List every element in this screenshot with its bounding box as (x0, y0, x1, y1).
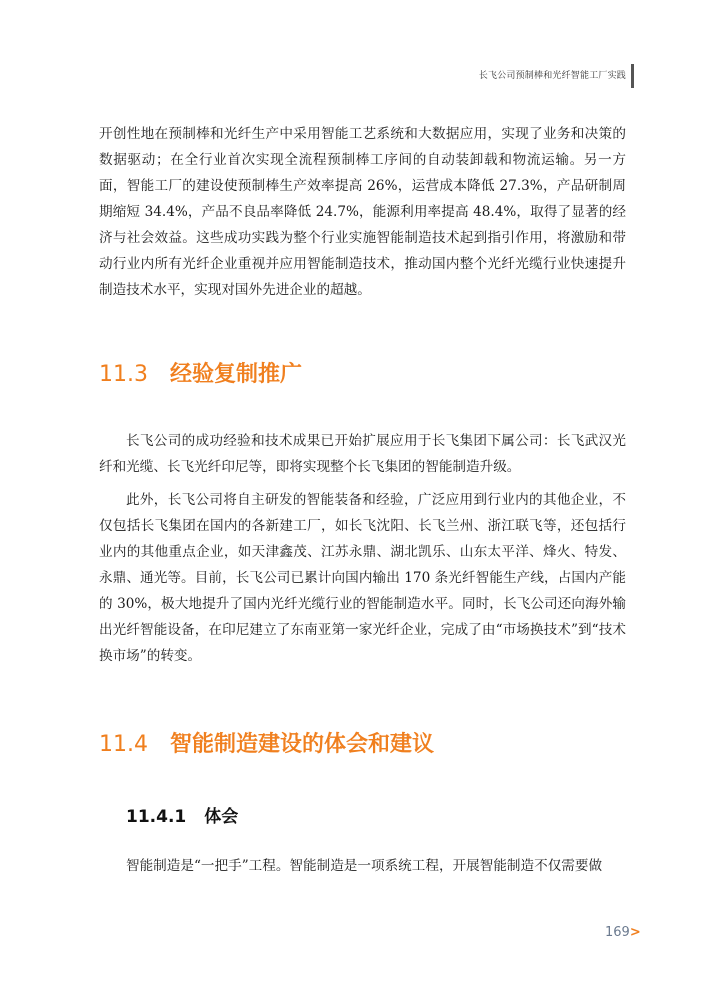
paragraph-industry-promotion: 此外，长飞公司将自主研发的智能装备和经验，广泛应用到行业内的其他企业，不仅包括长飞集团在国内的各新建工厂，如长飞沈阳、长飞兰州、浙江联飞等，还包括行业内的其他重点企业，如天津鑫茂、江苏永鼎、湖北凯乐、山东太平洋、烽火、特发、永鼎、通光等。目前，长飞公司已累计向国内输出 170 条光纤智能生产线，占国内产能的 30%，极大地提升了国内光纤光缆行业的智能制造水平。同时，长飞公司还向海外输出光纤智能设备，在印尼建立了东南亚第一家光纤企业，完成了由“市场换技术”到“技术换市场”的转变。 (99, 492, 626, 664)
section-title: 经验复制推广 (169, 362, 302, 387)
next-arrow-icon: > (629, 925, 641, 940)
page-number-value: 169 (605, 925, 630, 940)
section-number: 11.3 (99, 362, 148, 387)
section-heading-11-3 (99, 357, 302, 388)
section-number: 11.4 (99, 732, 148, 757)
subsection-heading-11-4-1 (126, 802, 238, 827)
header-divider-bar (631, 64, 634, 88)
subsection-title: 体会 (204, 807, 239, 827)
subsection-number: 11.4.1 (126, 807, 187, 827)
paragraph-leadership: 智能制造是“一把手”工程。智能制造是一项系统工程，开展智能制造不仅需要做 (126, 858, 603, 874)
running-header-title: 长飞公司预制棒和光纤智能工厂实践 (478, 71, 626, 81)
paragraph-group-expansion: 长飞公司的成功经验和技术成果已开始扩展应用于长飞集团下属公司：长飞武汉光纤和光缆、长飞光纤印尼等，即将实现整个长飞集团的智能制造升级。 (99, 433, 626, 475)
paragraph-intro-results: 开创性地在预制棒和光纤生产中采用智能工艺系统和大数据应用，实现了业务和决策的数据驱动；在全行业首次实现全流程预制棒工序间的自动装卸载和物流运输。另一方面，智能工厂的建设使预制棒生产效率提高 26%，运营成本降低 27.3%，产品研制周期缩短 34.4%，产品不良品率降低 24.7%，能源利用率提高 48.4%，取得了显著的经济与社会效益。这些成功实践为整个行业实施智能制造技术起到指引作用，将激励和带动行业内所有光纤企业重视并应用智能制造技术，推动国内整个光纤光缆行业快速提升制造技术水平，实现对国外先进企业的超越。 (99, 126, 626, 298)
section-heading-11-4 (99, 727, 434, 758)
section-title: 智能制造建设的体会和建议 (169, 732, 434, 757)
page-number (605, 925, 641, 940)
